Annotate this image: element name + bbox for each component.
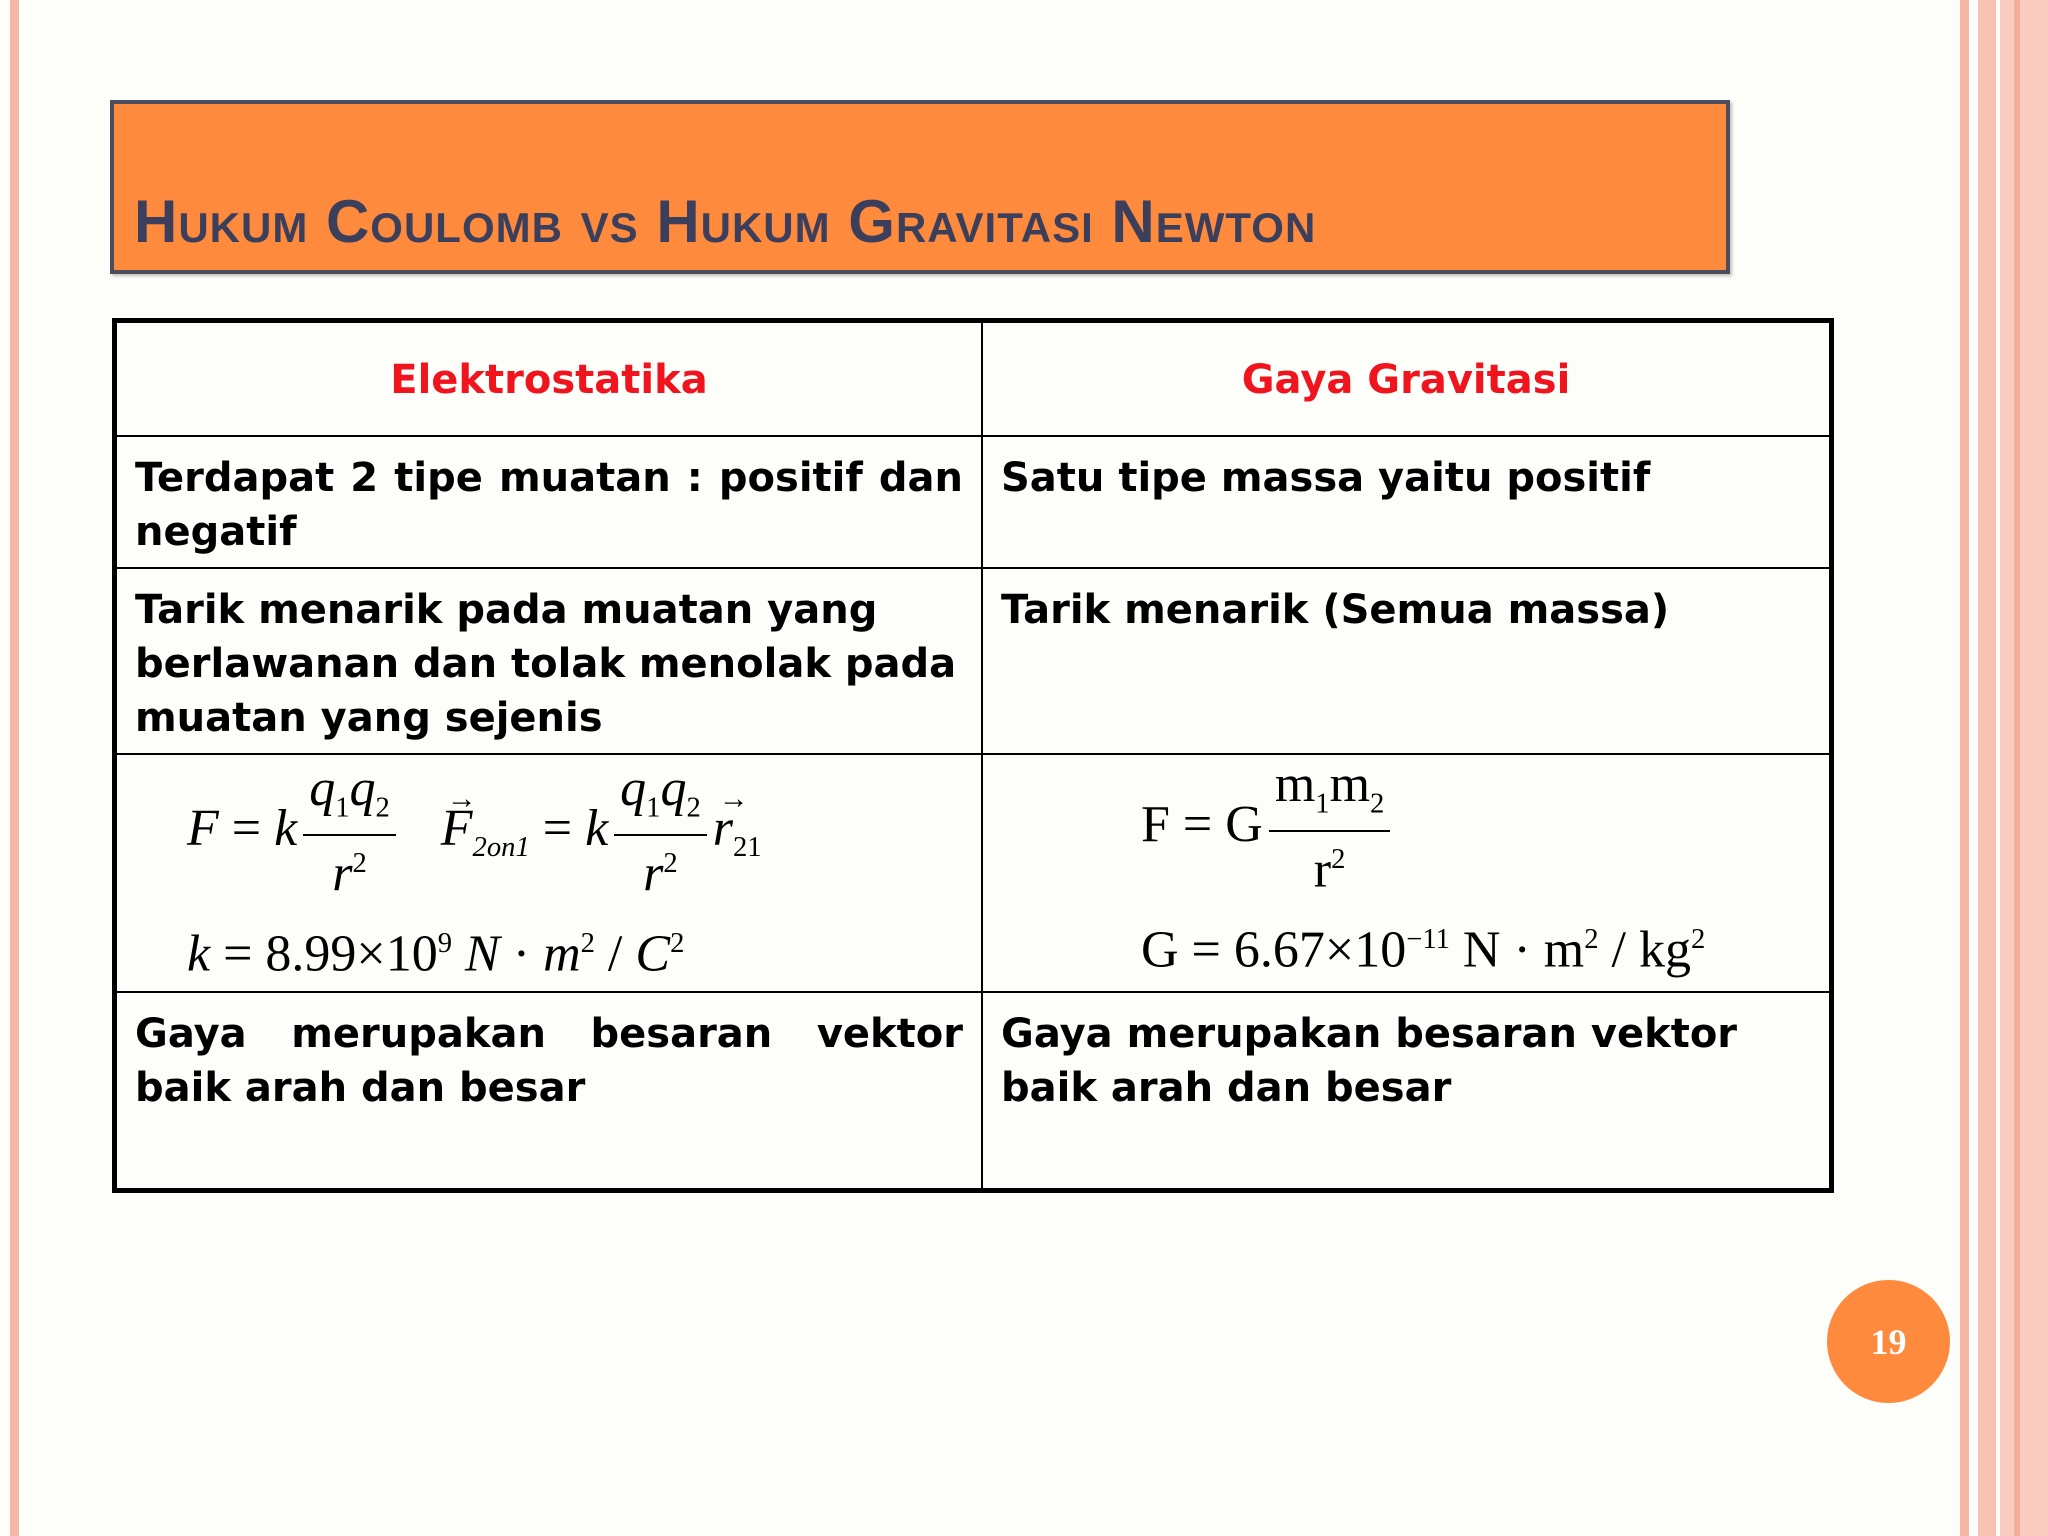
table-row-formulas	[115, 754, 1832, 992]
page-number-badge: 19	[1827, 1280, 1950, 1403]
decorative-stripe-right	[1978, 0, 1996, 1536]
cell-coulomb-vector: Gaya merupakan besaran vektor baik arah dan besar	[115, 992, 983, 1190]
coulomb-constant: $k = 8.99\times 10^9$ $N \cdot m^2 / C^2$	[187, 925, 685, 983]
comparison-table	[112, 318, 1834, 1193]
coulomb-law-formula: F = k $\frac{q_1q_2}{r^2}$ → $F_{2on1} = k$ $\frac{q_1q_2}{r^2}$ → $r_{21}$	[135, 763, 963, 903]
table-header-row	[115, 321, 1832, 437]
decorative-stripe-right	[1960, 0, 1969, 1536]
gravity-law-formula: F = G $\frac{m_1m_2}{r^2}$	[1001, 759, 1811, 899]
decorative-stripe-right	[2000, 0, 2048, 1536]
cell-coulomb-formula	[115, 754, 983, 992]
slide-title: Hukum Coulomb vs Hukum Gravitasi Newton	[134, 188, 1317, 255]
table-row	[115, 436, 1832, 568]
cell-mass-types: Satu tipe massa yaitu positif	[982, 436, 1832, 568]
cell-charge-interaction: Tarik menarik pada muatan yang berlawanan dan tolak menolak pada muatan yang sejenis	[115, 568, 983, 754]
header-gaya-gravitasi: Gaya Gravitasi	[982, 321, 1832, 437]
gravity-constant: $G = 6.67\times 10^{-11}$ $N \cdot m^2 / kg^2$	[1141, 921, 1706, 979]
table-row	[115, 568, 1832, 754]
table-row	[115, 992, 1832, 1190]
header-elektrostatika: Elektrostatika	[115, 321, 983, 437]
cell-mass-interaction: Tarik menarik (Semua massa)	[982, 568, 1832, 754]
title-banner	[110, 100, 1730, 274]
cell-gravity-formula	[982, 754, 1832, 992]
decorative-stripe-left	[10, 0, 19, 1536]
decorative-stripe-right	[2014, 0, 2020, 1536]
cell-gravity-vector: Gaya merupakan besaran vektor baik arah dan besar	[982, 992, 1832, 1190]
cell-charge-types: Terdapat 2 tipe muatan : positif dan negatif	[115, 436, 983, 568]
